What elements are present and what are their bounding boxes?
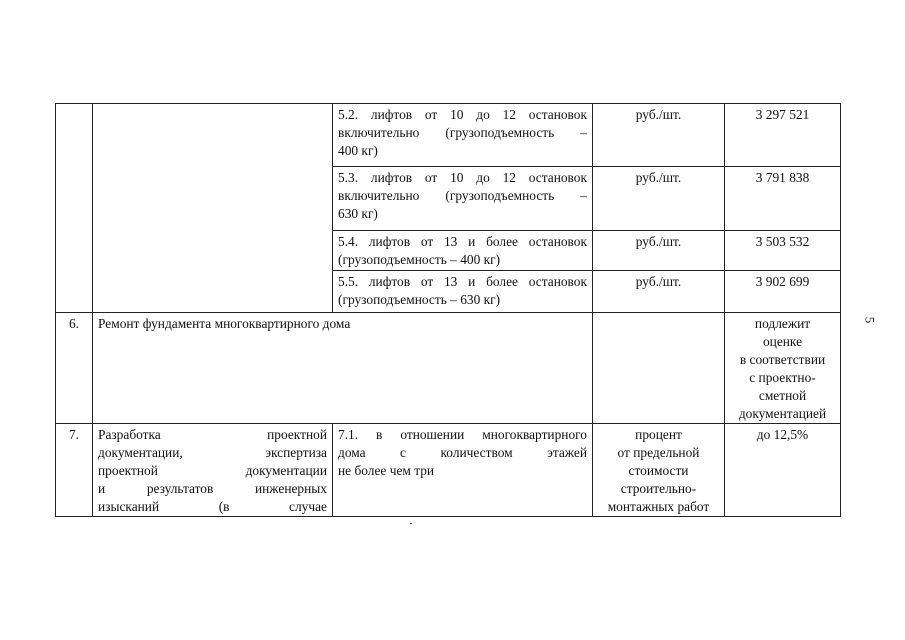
work-description-cell (333, 231, 593, 271)
desc-line: 7.1. в отношении многоквартирного (338, 427, 587, 442)
work-description-cell (333, 424, 593, 517)
work-description-cell (333, 167, 593, 231)
desc-line: 5.5. лифтов от 13 и более остановок (338, 274, 587, 289)
desc-line: 5.2. лифтов от 10 до 12 остановок (338, 107, 587, 122)
desc-line: не более чем три (338, 463, 435, 478)
work-description-cell (333, 271, 593, 313)
price-cell (725, 313, 841, 424)
desc-line: 630 кг) (338, 206, 378, 221)
desc-line: 5.4. лифтов от 13 и более остановок (338, 234, 587, 249)
price-line: подлежит (754, 316, 811, 331)
desc-line: включительно (грузоподъемность – (338, 188, 587, 203)
unit-line: процент (635, 427, 682, 442)
page-number: 5 (862, 316, 878, 324)
work-name-cell: Ремонт фундамента многоквартирного дома (93, 313, 593, 424)
name-line: проектной документации (98, 463, 327, 478)
price-line: сметной (758, 388, 807, 403)
desc-line: 400 кг) (338, 143, 378, 158)
price-line: оценке (762, 334, 803, 349)
table-row (56, 104, 841, 167)
unit-cell (593, 313, 725, 424)
name-line: документации, экспертиза (98, 445, 327, 460)
unit-cell: руб./шт. (593, 104, 725, 167)
price-line: в соответствии (739, 352, 826, 367)
desc-line: (грузоподъемность – 630 кг) (338, 292, 501, 307)
price-cell: до 12,5% (725, 424, 841, 517)
unit-line: от предельной (617, 445, 700, 460)
desc-line: дома с количеством этажей (338, 445, 587, 460)
desc-line: 5.3. лифтов от 10 до 12 остановок (338, 170, 587, 185)
row-number-cell: 6. (56, 313, 93, 424)
unit-cell: руб./шт. (593, 167, 725, 231)
unit-line: стоимости (628, 463, 689, 478)
desc-line: (грузоподъемность – 400 кг) (338, 252, 501, 267)
unit-cell: руб./шт. (593, 231, 725, 271)
price-line: с проектно- (749, 370, 816, 385)
row-number-cell: 7. (56, 424, 93, 517)
scan-speck (410, 523, 412, 524)
unit-line: строительно- (620, 481, 697, 496)
price-cell: 3 902 699 (725, 271, 841, 313)
unit-cell (593, 424, 725, 517)
work-description-cell (333, 104, 593, 167)
tariff-table (55, 103, 841, 517)
price-line: документацией (738, 406, 827, 421)
name-line: и результатов инженерных (98, 481, 327, 496)
unit-line: монтажных работ (607, 499, 710, 514)
price-cell: 3 297 521 (725, 104, 841, 167)
price-cell: 3 503 532 (725, 231, 841, 271)
desc-line: включительно (грузоподъемность – (338, 125, 587, 140)
unit-cell: руб./шт. (593, 271, 725, 313)
work-name-cell (93, 424, 333, 517)
name-line: изысканий (в случае (98, 499, 327, 514)
row-number-cell (56, 104, 93, 313)
table-row (56, 313, 841, 424)
work-name-cell (93, 104, 333, 313)
table-row (56, 424, 841, 517)
price-cell: 3 791 838 (725, 167, 841, 231)
name-line: Разработка проектной (98, 427, 327, 442)
